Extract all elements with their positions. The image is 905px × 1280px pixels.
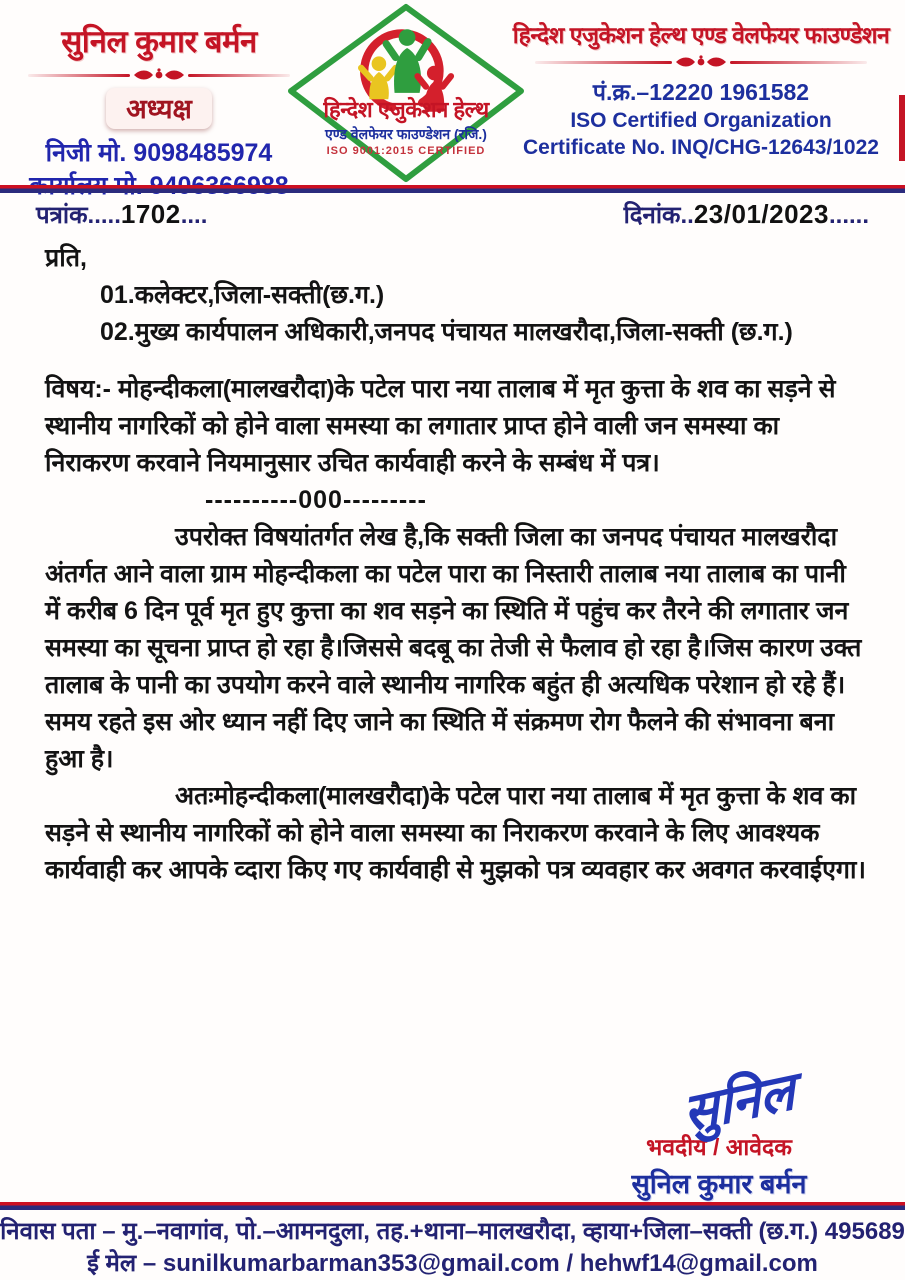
red-edge-mark [899,95,905,161]
letter-number-label: पत्रांक [36,202,88,229]
meta-row [0,198,905,231]
signatory-name: सुनिल कुमार बर्मन [631,1169,807,1199]
scroll-ornament-icon [674,55,728,69]
dots: ...... [828,202,869,229]
date-field [624,198,869,231]
scroll-ornament-icon [132,68,186,82]
logo-text [274,94,538,157]
divider-line [535,61,672,64]
header-right [505,18,897,161]
subject-line: विषय:- मोहन्दीकला(मालखरौदा)के पटेल पारा नया तालाब में मृत कुत्ता के शव का सड़ने से स्थानीय नागरिकों को होने वाला समस्या का लगातार प्राप्त होने वाली जन समस्या का निराकरण करवाने नियमानुसार उचित कार्यवाही करने के सम्बंध में पत्र। [45,375,836,477]
recipient-line-1: 01.कलेक्टर,जिला-सक्ती(छ.ग.) [100,281,385,309]
divider-line [28,74,130,77]
recipient-line-2: 02.मुख्य कार्यपालन अधिकारी,जनपद पंचायत मालखरौदा,जिला-सक्ती (छ.ग.) [100,318,793,346]
registration-number: पं.क्र.–12220 1961582 [592,79,810,105]
dots: ..... [87,202,121,229]
logo-iso-text: ISO 9001:2015 CERTIFIED [326,145,486,157]
phone-numbers [18,137,300,203]
dots: .... [180,202,208,229]
designation-badge: अध्यक्ष [106,88,212,129]
divider-line [730,61,867,64]
letter-number-value: 1702 [120,199,181,229]
ornament-divider [28,68,290,82]
personal-phone: निजी मो. 9098485974 [45,139,273,167]
signature-block [569,1062,869,1201]
org-logo [286,2,526,184]
divider-line [188,74,290,77]
logo-org-name: हिन्देश एजुकेशन हेल्थ [323,97,489,122]
sender-name: सुनिल कुमार बर्मन [61,24,257,59]
footer-rule [0,1202,905,1210]
logo-org-subname: एण्ड वेलफेयर फाउण्डेशन (रजि.) [325,126,487,142]
body-paragraph-2: अतःमोहन्दीकला(मालखरौदा)के पटेल पारा नया तालाब में मृत कुत्ता के शव का सड़ने से स्थानीय नागरिकों को होने वाला समस्या का निराकरण करवाने के लिए आवश्यक कार्यवाही कर आपके व्दारा किए गए कार्यवाही से मुझको पत्र व्यवहार कर अवगत करवाईएगा। [45,782,866,884]
letter-body [45,240,867,889]
separator-line: ----------000--------- [205,486,427,514]
header-left [18,20,300,203]
certificate-number: Certificate No. INQ/CHG-12643/1022 [523,136,879,159]
body-paragraph-1: उपरोक्त विषयांतर्गत लेख है,कि सक्ती जिला का जनपद पंचायत मालखरौदा अंतर्गत आने वाला ग्राम मोहन्दीकला का पटेल पारा का निस्तारी तालाब नया तालाब का पानी में करीब 6 दिन पूर्व मृत हुए कुत्ता का शव सड़ने का स्थिति में पहुंच कर तैरने की लगातार जन समस्या का सूचना प्राप्त हो रहा है।जिससे बदबू का तेजी से फैलाव हो रहा है।जिस कारण उक्त तालाब के पानी का उपयोग करने वाले स्थानीय नागरिक बहुंत ही अत्यधिक परेशान हो रहे हैं।समय रहते इस ओर ध्यान नहीं दिए जाने का स्थिति में संक्रमण रोग फैलने की संभावना बना हुआ है। [45,523,862,773]
closing-line: भवदीय / आवेदक [646,1134,792,1160]
iso-certified-line: ISO Certified Organization [570,109,832,132]
salutation: प्रति, [45,244,87,272]
email-line: ई मेल – sunilkumarbarman353@gmail.com / hehwf14@gmail.com [87,1250,818,1277]
ornament-divider [535,55,867,69]
address-line: निवास पता – मु.–नवागांव, पो.–आमनदुला, तह.+थाना–मालखरौदा, व्हाया+जिला–सक्ती (छ.ग.) 495689 [0,1218,905,1245]
date-value: 23/01/2023 [693,199,829,229]
date-label: दिनांक [623,202,681,229]
header-rule [0,185,905,193]
letter-number-field [36,198,207,231]
dots: .. [680,202,694,229]
organization-name: हिन्देश एजुकेशन हेल्थ एण्ड वेलफेयर फाउण्डेशन [512,22,890,48]
handwritten-signature: सुनिल [680,1062,798,1144]
